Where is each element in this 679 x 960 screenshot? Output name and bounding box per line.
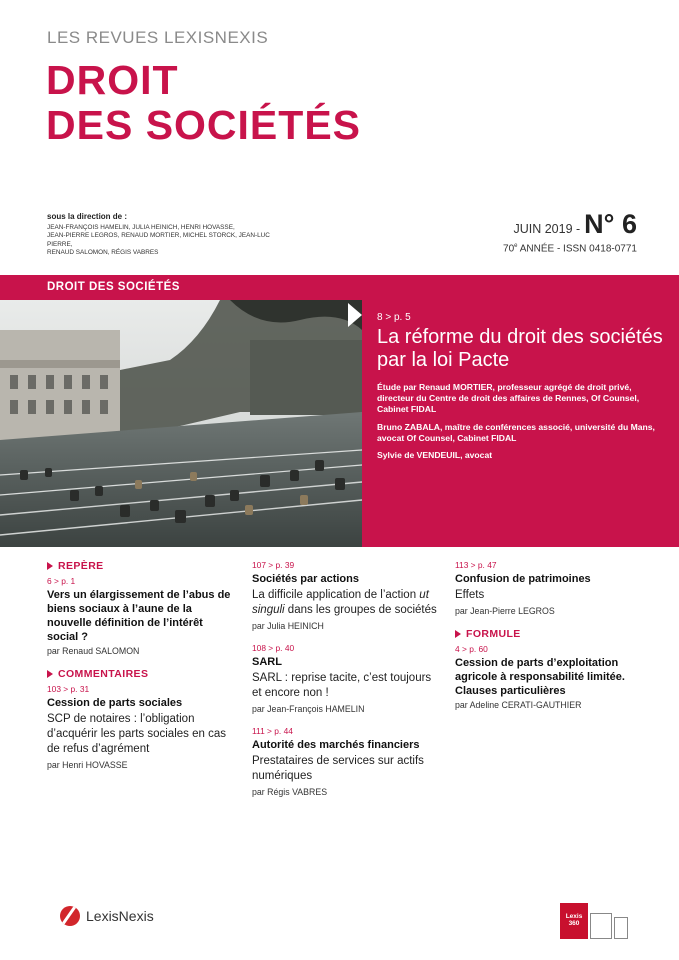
- column-3: [455, 560, 640, 722]
- triangle-icon: [455, 630, 461, 638]
- feature-section-label: DROIT DES SOCIÉTÉS: [47, 281, 180, 293]
- article-ref: 6 > p. 1: [47, 576, 76, 586]
- feature-article: [377, 312, 667, 467]
- article-author: par Julia HEINICH: [252, 621, 324, 631]
- article-ref: 113 > p. 47: [455, 560, 497, 570]
- triangle-icon: [47, 670, 53, 678]
- article-author: par Jean-François HAMELIN: [252, 704, 365, 714]
- feature-ref: 8 > p. 5: [377, 312, 411, 323]
- names-line-2: JEAN-PIERRE LEGROS, RENAUD MORTIER, MICHEL STORCK, JEAN-LUC PIERRE,: [47, 232, 270, 248]
- lexis360-badge: [560, 903, 588, 939]
- year-sup: e: [514, 243, 518, 249]
- feature-authors-3: Sylvie de VENDEUIL, avocat: [377, 450, 493, 461]
- lexisnexis-logo: [60, 906, 154, 926]
- article-ref: 4 > p. 60: [455, 644, 488, 654]
- platform-badges: [560, 903, 628, 939]
- phone-icon: [614, 917, 628, 939]
- subtitle-italic: ut singuli: [252, 589, 429, 616]
- lexisnexis-wordmark: LexisNexis: [86, 908, 154, 924]
- tablet-icon: [590, 913, 612, 939]
- article-entry: [252, 643, 437, 714]
- badge-line-2: 360: [568, 920, 580, 927]
- badge-line-1: Lexis: [565, 913, 583, 920]
- subtitle-part-a: La difficile application de l’action: [252, 589, 420, 601]
- section-commentaires-label: COMMENTAIRES: [58, 668, 149, 680]
- article-subtitle: Prestataires de services sur actifs numériques: [252, 755, 424, 782]
- article-title: Confusion de patrimoines: [455, 573, 591, 585]
- feature-authors-2: Bruno ZABALA, maître de conférences associé, université du Mans, avocat Of Counsel, Cabinet FIDAL: [377, 421, 655, 443]
- section-formule: [455, 628, 640, 640]
- article-entry: [47, 576, 232, 656]
- article-title: Cession de parts sociales: [47, 697, 183, 709]
- article-author: par Régis VABRES: [252, 787, 328, 797]
- subtitle-part-b: dans les groupes de sociétés: [284, 604, 437, 616]
- article-title: SARL: [252, 656, 282, 668]
- title-line-2: DES SOCIÉTÉS: [46, 102, 362, 148]
- article-subtitle: [252, 588, 437, 618]
- article-subtitle: SCP de notaires : l’obligation d’acquérir les parts sociales en cas de refus d’agrément: [47, 713, 226, 755]
- article-subtitle: Effets: [455, 589, 485, 601]
- article-entry: [455, 560, 640, 616]
- article-subtitle: SARL : reprise tacite, c’est toujours et encore non !: [252, 672, 432, 699]
- feature-title: La réforme du droit des sociétés par la loi Pacte: [377, 326, 663, 371]
- article-ref: 108 > p. 40: [252, 643, 295, 653]
- article-author: par Henri HOVASSE: [47, 760, 128, 770]
- article-title: Cession de parts d’exploitation agricole à responsabilité limitée. Clauses particulières: [455, 657, 625, 697]
- section-repere-label: REPÈRE: [58, 560, 104, 572]
- article-entry: [252, 726, 437, 797]
- issue-number: N° 6: [584, 209, 637, 239]
- editorial-direction: [47, 212, 277, 258]
- section-formule-label: FORMULE: [466, 628, 521, 640]
- photo-notch: [348, 303, 362, 327]
- issn-text: ANNÉE - ISSN 0418-0771: [517, 243, 637, 255]
- journal-title: [46, 58, 361, 148]
- article-ref: 107 > p. 39: [252, 560, 295, 570]
- cover-photo: [0, 300, 362, 547]
- article-title: Autorité des marchés financiers: [252, 739, 420, 751]
- title-line-1: DROIT: [46, 57, 179, 103]
- article-author: par Adeline CERATI-GAUTHIER: [455, 700, 582, 710]
- year-number: 70: [503, 243, 515, 255]
- article-entry: [47, 684, 232, 770]
- feature-authors-1: Étude par Renaud MORTIER, professeur agrégé de droit privé, directeur du Centre de droit des affaires de Rennes, Of Counsel, Cabinet FIDAL: [377, 382, 640, 415]
- article-entry: [252, 560, 437, 631]
- lexisnexis-logo-icon: [60, 906, 80, 926]
- article-author: par Jean-Pierre LEGROS: [455, 606, 555, 616]
- article-author: par Renaud SALOMON: [47, 646, 140, 656]
- article-ref: 111 > p. 44: [252, 726, 293, 736]
- section-repere: [47, 560, 232, 572]
- article-ref: 103 > p. 31: [47, 684, 90, 694]
- article-title: Vers un élargissement de l’abus de biens sociaux à l’aune de la nouvelle définition de l’intérêt social ?: [47, 589, 231, 643]
- column-1: [47, 560, 232, 782]
- direction-label: sous la direction de :: [47, 212, 128, 221]
- names-line-1: JEAN-FRANÇOIS HAMELIN, JULIA HEINICH, HENRI HOVASSE,: [47, 224, 235, 231]
- feature-banner: [0, 275, 679, 547]
- issue-info: [503, 209, 637, 254]
- column-2: [252, 560, 437, 809]
- magazine-tag: LES REVUES LEXISNEXIS: [47, 28, 269, 47]
- triangle-icon: [47, 562, 53, 570]
- article-title: Sociétés par actions: [252, 573, 359, 585]
- issue-issn: [503, 243, 637, 254]
- article-entry: [455, 644, 640, 710]
- section-commentaires: [47, 668, 232, 680]
- issue-date: JUIN 2019 -: [513, 222, 581, 236]
- direction-names: [47, 224, 277, 258]
- names-line-3: RENAUD SALOMON, RÉGIS VABRES: [47, 249, 159, 257]
